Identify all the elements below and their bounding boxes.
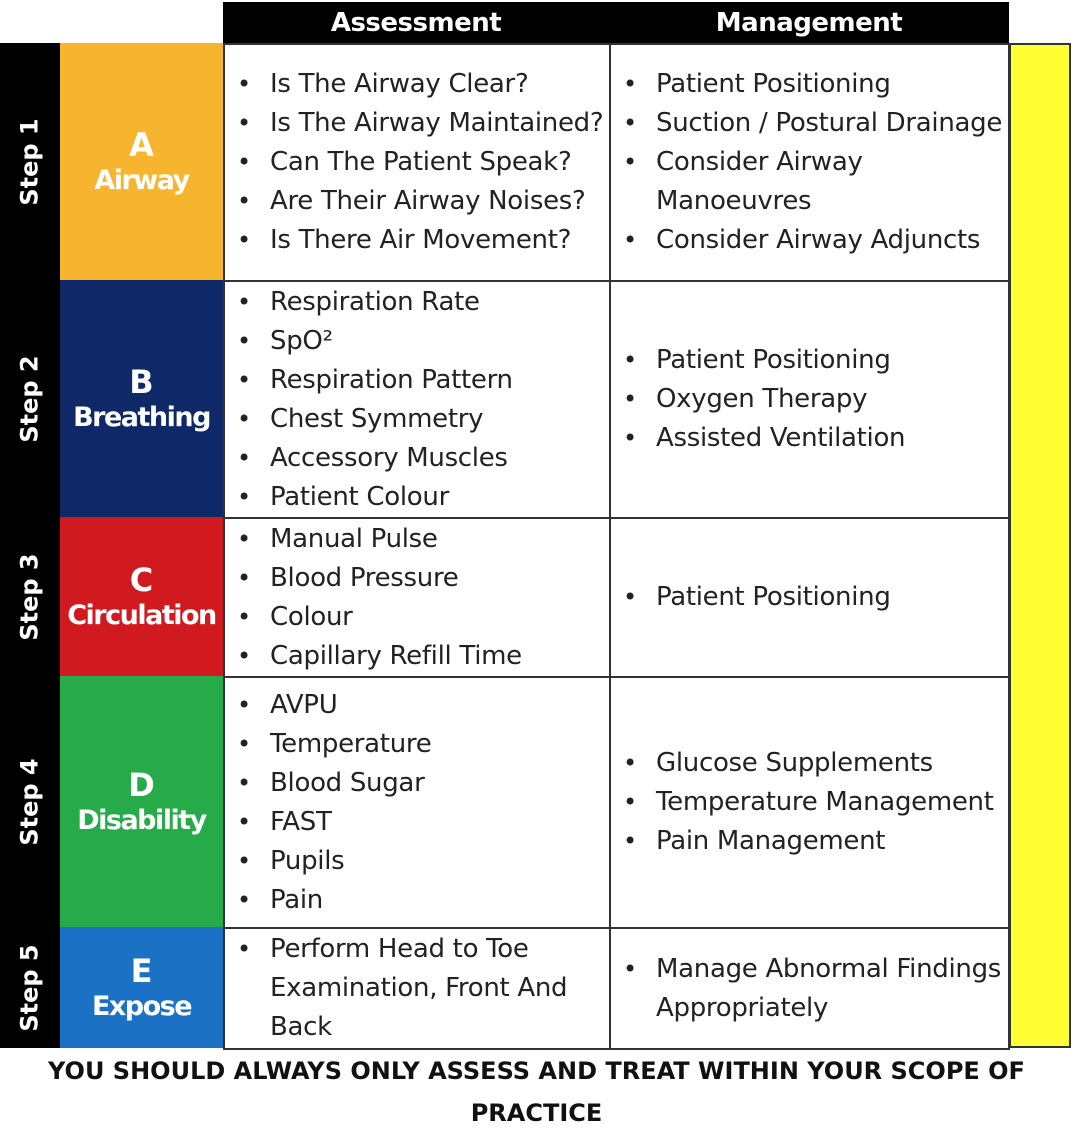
list-item: • Temperature Management (611, 783, 1008, 822)
step-label-text: Step 1 (16, 117, 44, 206)
circulation-management-cell (609, 517, 1010, 678)
list-item: • AVPU (225, 686, 609, 725)
list-item: • Is There Air Movement? (225, 221, 609, 260)
bullet-list (225, 283, 609, 517)
list-item: • Oxygen Therapy (611, 380, 1008, 419)
step-label (0, 280, 60, 517)
list-item: • Perform Head to Toe Examination, Front And Back (225, 930, 609, 1047)
abcde-word: Breathing (73, 401, 210, 433)
list-item: • Patient Colour (225, 478, 609, 517)
list-item: • SpO² (225, 322, 609, 361)
step-label-text: Step 5 (16, 943, 44, 1032)
management-header: Management (715, 7, 903, 38)
list-item: • Glucose Supplements (611, 744, 1008, 783)
list-item: • Patient Positioning (611, 578, 1008, 617)
abcde-word: Circulation (67, 599, 216, 631)
bullet-list (611, 65, 1008, 260)
list-item: • Manual Pulse (225, 520, 609, 559)
step-label (0, 676, 60, 927)
list-item: • Consider Airway Manoeuvres (611, 143, 1008, 221)
list-item: • Respiration Pattern (225, 361, 609, 400)
list-item: • Suction / Postural Drainage (611, 104, 1008, 143)
list-item: • Blood Sugar (225, 764, 609, 803)
breathing-assessment-cell (223, 280, 611, 519)
list-item: • Accessory Muscles (225, 439, 609, 478)
abcde-letter: E (130, 951, 153, 990)
list-item: • Patient Positioning (611, 65, 1008, 104)
step-label (0, 517, 60, 676)
step-label-text: Step 4 (16, 757, 44, 846)
airway-management-cell (609, 43, 1010, 282)
assessment-header: Assessment (330, 7, 502, 38)
list-item: • Blood Pressure (225, 559, 609, 598)
bullet-list (225, 686, 609, 920)
step-label-text: Step 2 (16, 354, 44, 443)
abcde-letter: A (129, 125, 154, 164)
bullet-list (611, 950, 1008, 1028)
abcde-letter: D (128, 765, 155, 804)
list-item: • Pain Management (611, 822, 1008, 861)
list-item: • Assisted Ventilation (611, 419, 1008, 458)
disability-letter-cell (60, 676, 223, 927)
expose-management-cell (609, 927, 1010, 1050)
list-item: • Colour (225, 598, 609, 637)
list-item: • Temperature (225, 725, 609, 764)
disability-assessment-cell (223, 676, 611, 929)
circulation-assessment-cell (223, 517, 611, 678)
list-item: • Is The Airway Clear? (225, 65, 609, 104)
list-item: • Chest Symmetry (225, 400, 609, 439)
list-item: • Are Their Airway Noises? (225, 182, 609, 221)
list-item: • Can The Patient Speak? (225, 143, 609, 182)
expose-assessment-cell (223, 927, 611, 1050)
list-item: • Manage Abnormal Findings Appropriately (611, 950, 1008, 1028)
breathing-letter-cell (60, 280, 223, 517)
list-item: • FAST (225, 803, 609, 842)
scope-of-practice-note: YOU SHOULD ALWAYS ONLY ASSESS AND TREAT WITHIN YOUR SCOPE OF PRACTICE (48, 1057, 1025, 1127)
bullet-list (225, 65, 609, 260)
list-item: • Respiration Rate (225, 283, 609, 322)
yellow-side-bar (1009, 43, 1071, 1048)
list-item: • Patient Positioning (611, 341, 1008, 380)
expose-letter-cell (60, 927, 223, 1048)
abcde-word: Disability (77, 804, 206, 836)
bullet-list (611, 341, 1008, 458)
list-item: • Consider Airway Adjuncts (611, 221, 1008, 260)
bullet-list (611, 744, 1008, 861)
bullet-list (611, 578, 1008, 617)
abcde-word: Airway (94, 164, 189, 196)
table-header (223, 2, 1009, 43)
circulation-letter-cell (60, 517, 223, 676)
step-label (0, 43, 60, 280)
list-item: • Pain (225, 881, 609, 920)
abcde-word: Expose (91, 990, 192, 1022)
step-label-text: Step 3 (16, 552, 44, 641)
airway-assessment-cell (223, 43, 611, 282)
list-item: • Pupils (225, 842, 609, 881)
list-item: • Is The Airway Maintained? (225, 104, 609, 143)
bullet-list (225, 930, 609, 1047)
abcde-letter: C (129, 560, 154, 599)
step-label (0, 927, 60, 1048)
abcde-letter: B (129, 362, 154, 401)
bullet-list (225, 520, 609, 676)
list-item: • Capillary Refill Time (225, 637, 609, 676)
airway-letter-cell (60, 43, 223, 280)
breathing-management-cell (609, 280, 1010, 519)
disability-management-cell (609, 676, 1010, 929)
